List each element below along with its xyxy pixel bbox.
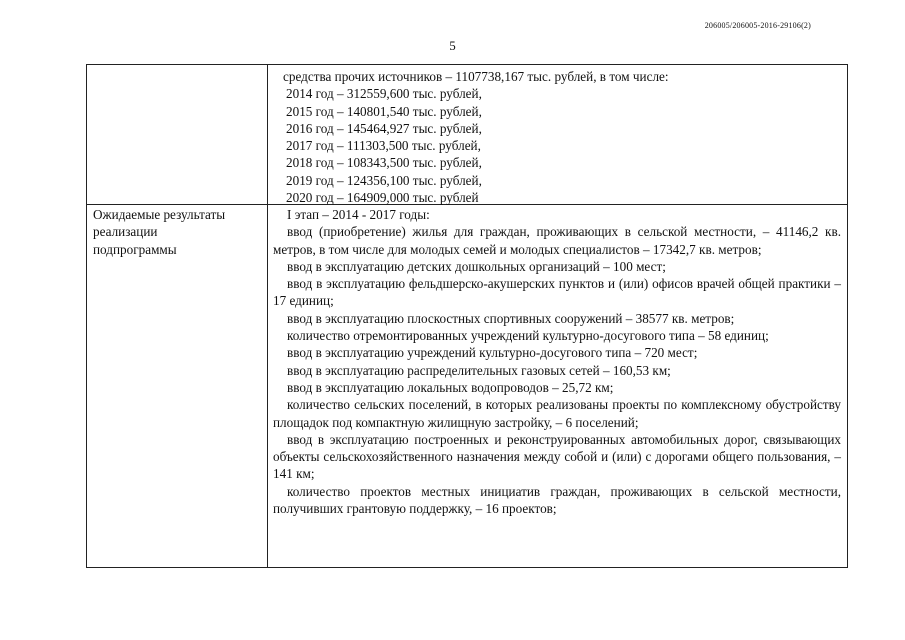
funding-year-2016: 2016 год – 145464,927 тыс. рублей,: [286, 120, 482, 136]
subprogram-table: [86, 64, 848, 568]
result-sports-facilities: ввод в эксплуатацию плоскостных спортивных сооружений – 38577 кв. метров;: [287, 310, 735, 326]
document-id: 206005/206005-2016-29106(2): [704, 21, 811, 30]
funding-intro: средства прочих источников – 1107738,167 тыс. рублей, в том числе:: [283, 69, 669, 84]
results-stage-heading: I этап – 2014 - 2017 годы:: [287, 207, 430, 222]
results-cell: [273, 206, 841, 517]
funding-year-2015: 2015 год – 140801,540 тыс. рублей,: [286, 103, 482, 119]
result-repaired-culture: количество отремонтированных учреждений культурно-досугового типа – 58 единиц;: [287, 328, 769, 344]
result-housing: ввод (приобретение) жилья для граждан, проживающих в сельской местности, – 41146,2 кв. метров, в том числе для молодых семей и молодых специалистов – 17342,7 кв. метров;: [273, 224, 841, 257]
page-number: 5: [449, 38, 456, 53]
results-label-cell: [93, 206, 261, 258]
result-grant-projects: количество проектов местных инициатив граждан, проживающих в сельской местности, получивших грантовую поддержку, – 16 проектов;: [273, 483, 841, 517]
result-culture-places: ввод в эксплуатацию учреждений культурно-досугового типа – 720 мест;: [287, 345, 698, 361]
results-label-line: Ожидаемые результаты: [93, 207, 226, 222]
funding-year-2019: 2019 год – 124356,100 тыс. рублей,: [286, 172, 482, 188]
funding-year-2017: 2017 год – 111303,500 тыс. рублей,: [286, 138, 481, 154]
column-divider: [267, 65, 268, 567]
result-medical-points: ввод в эксплуатацию фельдшерско-акушерских пунктов и (или) офисов врачей общей практики – 17 единиц;: [273, 276, 841, 309]
result-roads: ввод в эксплуатацию построенных и реконструированных автомобильных дорог, связывающих объекты сельскохозяйственного назначения между собой и (или) с дорогами общего пользования, – 141 км;: [273, 431, 841, 482]
funding-year-2020: 2020 год – 164909,000 тыс. рублей: [286, 190, 479, 206]
result-gas-networks: ввод в эксплуатацию распределительных газовых сетей – 160,53 км;: [287, 362, 671, 378]
result-preschool: ввод в эксплуатацию детских дошкольных организаций – 100 мест;: [287, 258, 666, 274]
result-water-pipes: ввод в эксплуатацию локальных водопроводов – 25,72 км;: [287, 379, 614, 395]
result-settlements: количество сельских поселений, в которых реализованы проекты по комплексному обустройству площадок под компактную жилищную застройку, – 6 поселений;: [273, 397, 841, 430]
funding-year-2018: 2018 год – 108343,500 тыс. рублей,: [286, 155, 482, 171]
results-label-line: подпрограммы: [93, 241, 177, 257]
results-label-line: реализации: [93, 224, 158, 240]
funding-cell: [283, 68, 843, 206]
funding-year-2014: 2014 год – 312559,600 тыс. рублей,: [286, 86, 482, 102]
